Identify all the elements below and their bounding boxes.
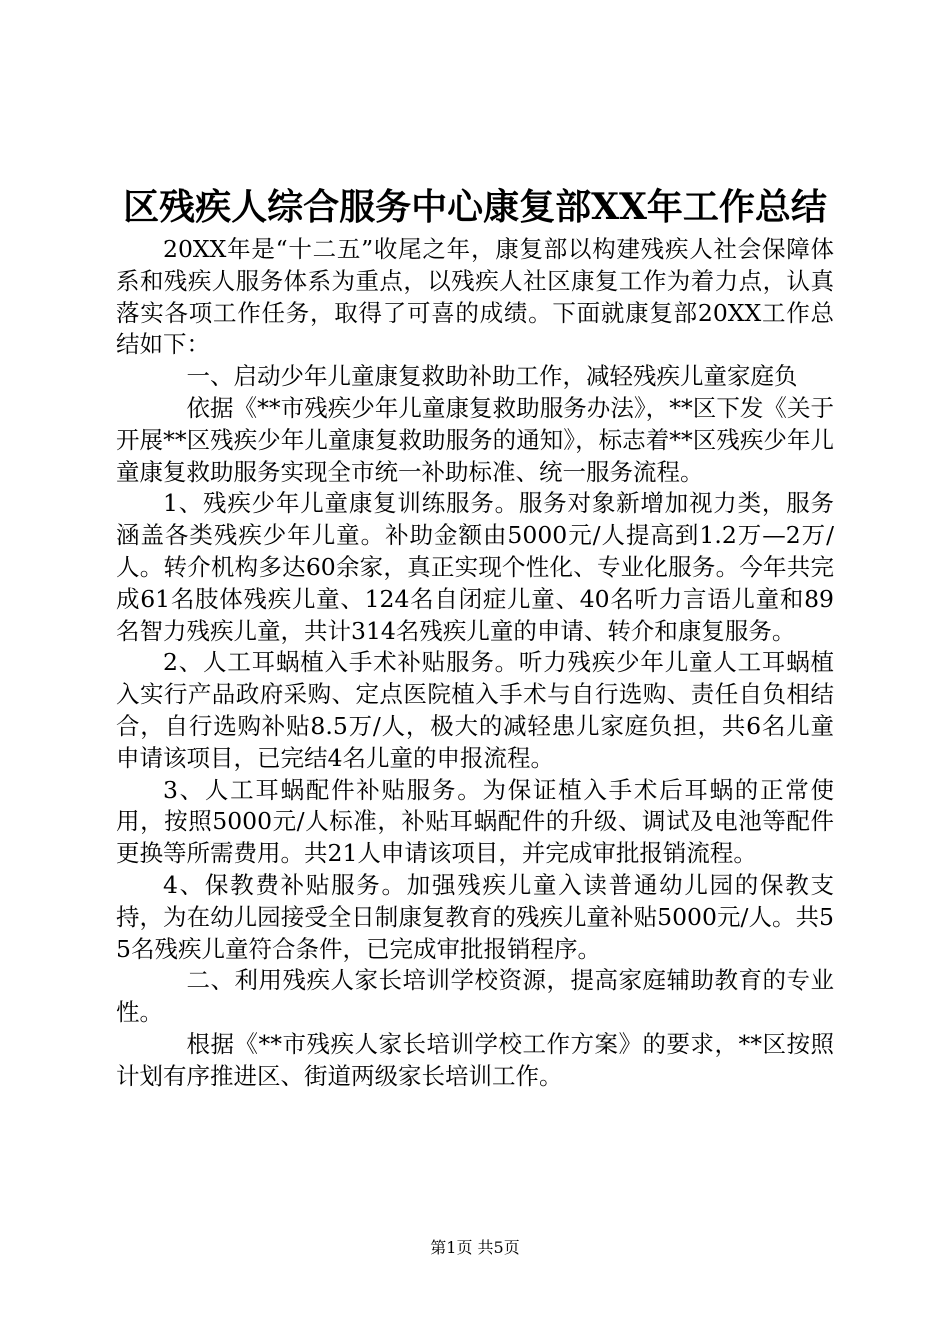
section-heading-2: 二、利用残疾人家长培训学校资源，提高家庭辅助教育的专业性。 <box>116 966 834 1027</box>
intro-paragraph: 20XX年是“十二五”收尾之年，康复部以构建残疾人社会保障体系和残疾人服务体系为重点，以残疾人社区康复工作为着力点，认真落实各项工作任务，取得了可喜的成绩。下面就康复部20XX工作总结如下： <box>116 235 834 359</box>
section-heading-1: 一、启动少年儿童康复救助补助工作，减轻残疾儿童家庭负 <box>186 362 798 391</box>
paragraph-plan: 根据《**市残疾人家长培训学校工作方案》的要求，**区按照计划有序推进区、街道两级家长培训工作。 <box>116 1029 834 1090</box>
document-body <box>116 234 834 1093</box>
paragraph-basis: 依据《**市残疾少年儿童康复救助服务办法》，**区下发《关于开展**区残疾少年儿童康复救助服务的通知》，标志着**区残疾少年儿童康复救助服务实现全市统一补助标准、统一服务流程。 <box>116 393 834 486</box>
document-title: 区残疾人综合服务中心康复部XX年工作总结 <box>123 186 827 228</box>
item-1-paragraph: 1、残疾少年儿童康复训练服务。服务对象新增加视力类，服务涵盖各类残疾少年儿童。补助金额由5000元/人提高到1.2万—2万/人。转介机构多达60余家，真正实现个性化、专业化服务。今年共完成61名肢体残疾儿童、124名自闭症儿童、40名听力言语儿童和89名智力残疾儿童，共计314名残疾儿童的申请、转介和康复服务。 <box>116 489 834 645</box>
item-2-paragraph: 2、人工耳蜗植入手术补贴服务。听力残疾少年儿童人工耳蜗植入实行产品政府采购、定点医院植入手术与自行选购、责任自负相结合，自行选购补贴8.5万/人，极大的减轻患儿家庭负担，共6名儿童申请该项目，已完结4名儿童的申报流程。 <box>116 648 834 772</box>
item-3-paragraph: 3、人工耳蜗配件补贴服务。为保证植入手术后耳蜗的正常使用，按照5000元/人标准，补贴耳蜗配件的升级、调试及电池等配件更换等所需费用。共21人申请该项目，并完成审批报销流程。 <box>116 775 834 868</box>
page-footer: 第1页 共5页 <box>430 1238 520 1257</box>
item-4-paragraph: 4、保教费补贴服务。加强残疾儿童入读普通幼儿园的保教支持，为在幼儿园接受全日制康复教育的残疾儿童补贴5000元/人。共55名残疾儿童符合条件，已完成审批报销程序。 <box>116 870 834 963</box>
